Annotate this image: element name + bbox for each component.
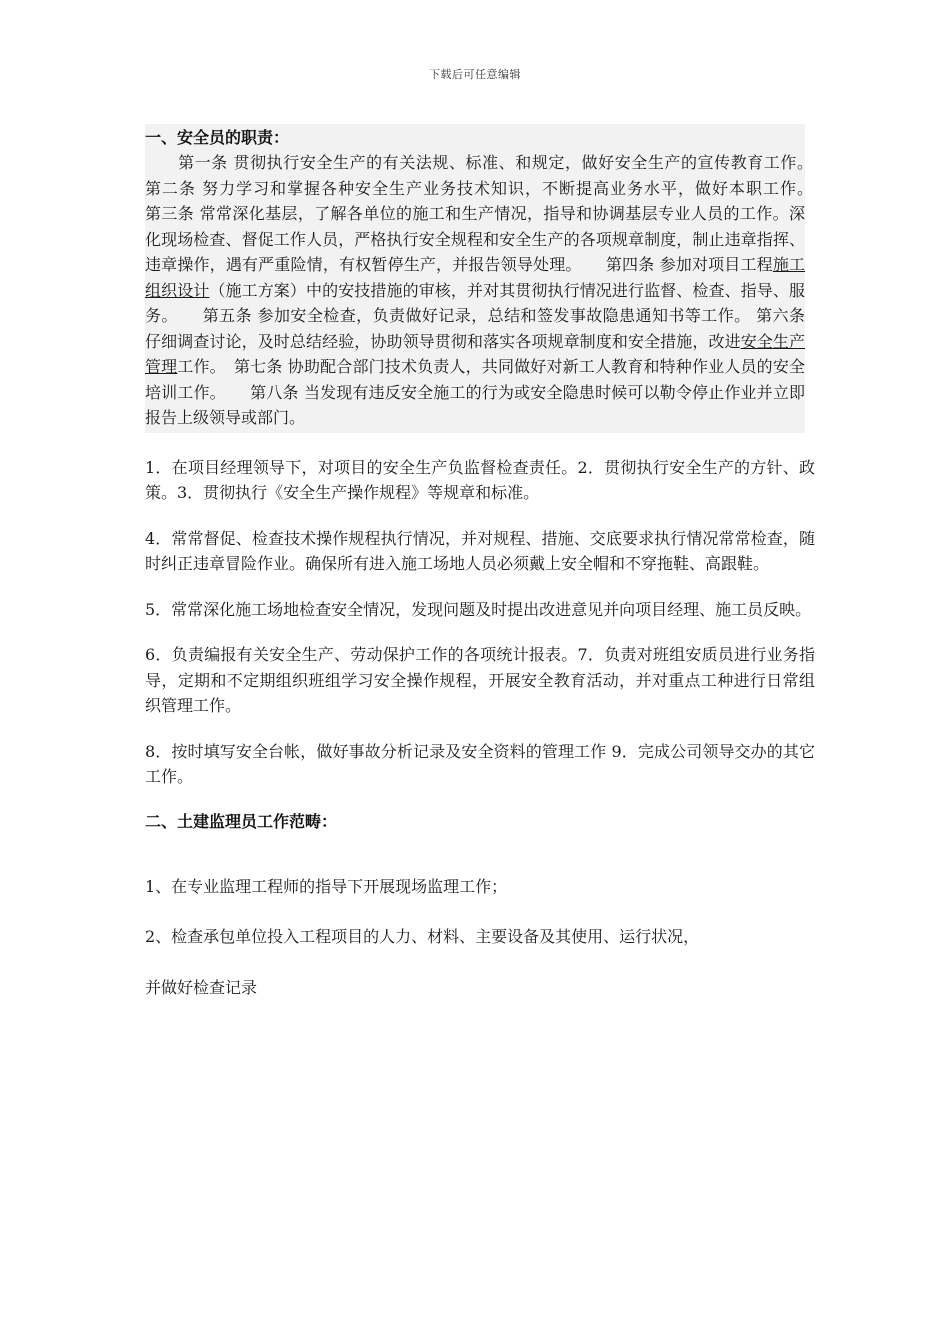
link-safety-management[interactable]: 安全生产管理: [145, 331, 805, 376]
paragraph-duties-1: 1．在项目经理领导下，对项目的安全生产负监督检查责任。2．贯彻执行安全生产的方针、政策。3．贯彻执行《安全生产操作规程》等规章和标准。: [145, 457, 815, 502]
section-1-paragraph: [145, 150, 838, 431]
paragraph-duties-8: 8．按时填写安全台帐，做好事故分析记录及安全资料的管理工作 9．完成公司领导交办的其它工作。: [145, 741, 815, 786]
section-1-block: [145, 124, 838, 433]
section-1-text-part2: （施工方案）中的安技措施的审核，并对其贯彻执行情况进行监督、检查、指导、服务。 第五条 参加安全检查，负责做好记录，总结和签发事故隐患通知书等工作。 第六条 仔细调查讨论，及时总结经验，协助领导贯彻和落实各项规章制度和安全措施，改进: [145, 280, 805, 351]
document-body: [145, 124, 838, 1000]
paragraph-duties-5: 5．常常深化施工场地检查安全情况，发现问题及时提出改进意见并向项目经理、施工员反映。: [145, 599, 812, 619]
section-1-text-part1: 第一条 贯彻执行安全生产的有关法规、标准、和规定，做好安全生产的宣传教育工作。 第二条 努力学习和掌握各种安全生产业务技术知识，不断提高业务水平，做好本职工作。 第三条 常常深化基层，了解各单位的施工和生产情况，指导和协调基层专业人员的工作。深化现场检查、督促工作人员，严格执行安全规程和安全生产的各项规章制度，制止违章指挥、违章操作，遇有严重险情，有权暂停生产，并报告领导处理。 第四条 参加对项目工程: [145, 153, 838, 274]
link-construction-design[interactable]: 施工组织设计: [145, 255, 805, 300]
paragraph-duties-4: 4．常常督促、检查技术操作规程执行情况，并对规程、措施、交底要求执行情况常常检查，随时纠正违章冒险作业。确保所有进入施工场地人员必须戴上安全帽和不穿拖鞋、高跟鞋。: [145, 528, 815, 573]
section-1-title: 一、安全员的职责：: [145, 128, 290, 147]
section-1-text-part3: 工作。 第七条 协助配合部门技术负责人，共同做好对新工人教育和特种作业人员的安全培训工作。 第八条 当发现有违反安全施工的行为或安全隐患时候可以勒令停止作业并立即报告上级领导或部门。: [145, 357, 805, 427]
section-2-title: 二、土建监理员工作范畴：: [145, 811, 338, 831]
section-2-item-2: 2、检查承包单位投入工程项目的人力、材料、主要设备及其使用、运行状况，: [145, 927, 700, 946]
page-header: 下载后可任意编辑: [429, 68, 521, 81]
paragraph-duties-6: 6．负责编报有关安全生产、劳动保护工作的各项统计报表。7．负责对班组安质员进行业务指导，定期和不定期组织班组学习安全操作规程，开展安全教育活动，并对重点工种进行日常组织管理工作。: [145, 645, 815, 715]
section-2-item-1: 1、在专业监理工程师的指导下开展现场监理工作；: [145, 876, 508, 896]
section-2-item-2-cont: 并做好检查记录: [145, 977, 258, 997]
